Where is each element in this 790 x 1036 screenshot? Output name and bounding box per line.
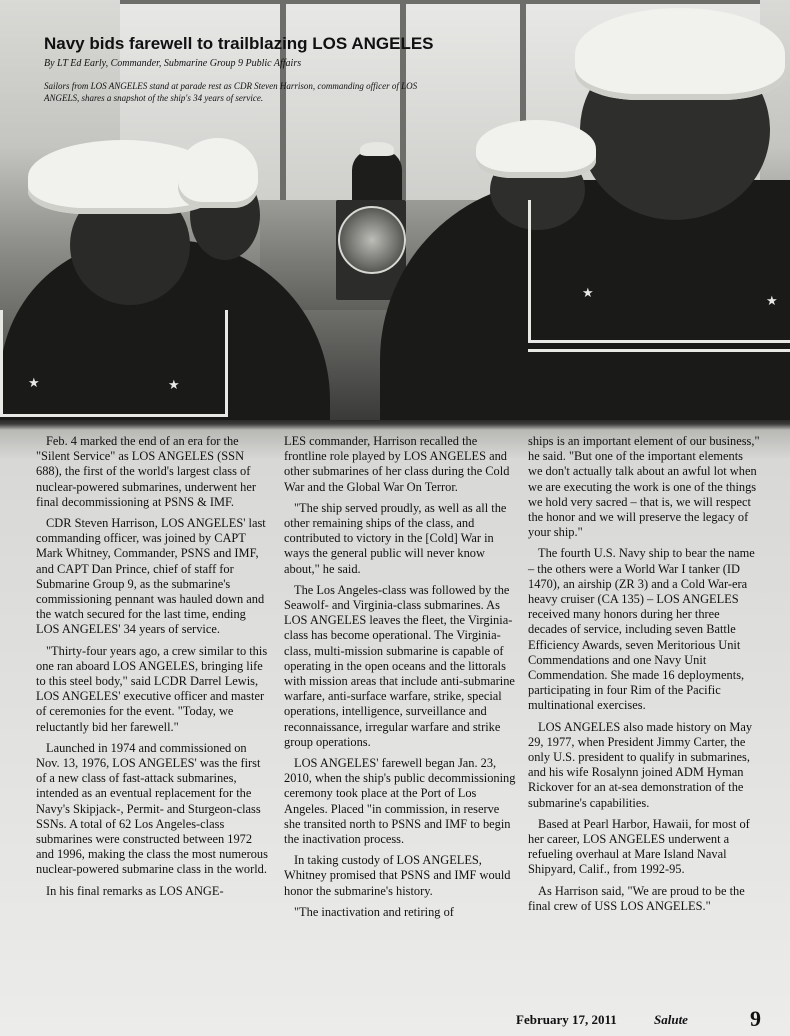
paragraph: CDR Steven Harrison, LOS ANGELES' last commanding officer, was joined by CAPT Mark Whitney, Commander, PSNS and IMF, and CAPT Dan Prince, chief of staff for Submarine Group 9, as the submarine's commissioning pennant was hauled down and the watch secured for the last time, ending LOS ANGELES' 34 years of service. [36,516,266,637]
podium-seal [338,206,406,274]
paragraph: "The inactivation and retiring of [294,904,454,919]
collar-star-icon: ★ [766,294,778,309]
paragraph: Feb. 4 marked the end of an era for the "Silent Service" as LOS ANGELES (SSN 688), the first of the world's largest class of nuclear-powered submarines, underwent her final decommissioning at PSNS & IMF. [36,434,256,509]
paragraph: The fourth U.S. Navy ship to bear the name – the others were a World War I tanker (ID 1470), an airship (ZR 3) and a Cold War-era heavy cruiser (CA 135) – LOS ANGELES received many honors during her three decades of service, including seven Battle Efficiency Awards, seven Meritorious Unit Commendations and one Navy Unit Commendation. She made 16 deployments, participating in four Rim of the Pacific multinational exercises. [528,546,755,713]
byline: By LT Ed Early, Commander, Submarine Group 9 Public Affairs [44,58,302,69]
sailor-collar [528,200,790,343]
collar-star-icon: ★ [168,378,180,393]
officer-cap [360,142,394,156]
sailor-cap [178,138,258,208]
paragraph: Launched in 1974 and commissioned on Nov. 13, 1976, LOS ANGELES' was the first of a new class of fast-attack submarines, intended as an eventual replacement for the Navy's Skipjack-, Permit- and Sturgeon-class SSNs. A total of 62 Los Angeles-class submarines were constructed between 1972 and 1996, making the class the most numerous nuclear-powered submarine class in the world. [36,740,268,877]
paragraph: LOS ANGELES also made history on May 29, 1977, when President Jimmy Carter, the only U.S. president to qualify in submarines, and his wife Rosalynn joined ADM Hyman Rickover for an at-sea demonstration of the submarine's capabilities. [528,719,753,810]
publication-name: Salute [654,1012,688,1027]
article-column-3 [528,434,760,920]
article-photo [0,0,790,420]
paragraph: In his final remarks as LOS ANGE- [46,883,224,898]
page-footer [516,1008,776,1034]
article-column-2 [284,434,516,926]
issue-date: February 17, 2011 [516,1012,617,1027]
paragraph: LOS ANGELES' farewell began Jan. 23, 2010, when the ship's public decommissioning ceremony took place at the Port of Los Angeles. Placed "in commission, in reserve she transited north to PSNS and IMF to begin the inactivation process. [284,756,516,847]
paragraph: The Los Angeles-class was followed by the Seawolf- and Virginia-class submarines. As LOS ANGELES leaves the fleet, the Virginia-class has become operational. The Virginia-class, multi-mission submarine is capable of operating in the open oceans and the littorals with mission areas that include anti-submarine warfare, anti-surface warfare, strike, special operations, intelligence, surveillance and reconnaissance, irregular warfare and strike group operations. [284,582,515,749]
collar-star-icon: ★ [582,286,594,301]
canopy-beam [280,0,286,210]
collar-star-icon: ★ [28,376,40,391]
paragraph: As Harrison said, "We are proud to be the final crew of USS LOS ANGELES." [528,883,745,913]
photo-caption: Sailors from LOS ANGELES stand at parade rest as CDR Steven Harrison, commanding officer of LOS ANGELS, shares a snapshot of the ship's 34 years of service. [44,81,418,103]
paragraph: ships is an important element of our business," he said. "But one of the important elements we don't actually talk about an awful lot when we are executing the work is one of the things we hold very sacred – that is, we will respect the honor and we will preserve the legacy of your ship." [528,434,760,540]
headline: Navy bids farewell to trailblazing LOS ANGELES [44,34,434,53]
paragraph: Based at Pearl Harbor, Hawaii, for most of her career, LOS ANGELES underwent a refueling overhaul at Mare Island Naval Shipyard, Calif., from 1992-95. [528,816,750,877]
paragraph: In taking custody of LOS ANGELES, Whitney promised that PSNS and IMF would honor the submarine's history. [284,853,511,898]
article-column-1 [36,434,268,905]
canopy-beam [120,0,760,4]
paragraph: "The ship served proudly, as well as all the other remaining ships of the class, and contributed to victory in the [Cold] War in ways the general public will never know about," he said. [284,500,507,576]
sailor-cap [476,120,596,178]
paragraph: "Thirty-four years ago, a crew similar to this one ran aboard LOS ANGELES, bringing life to this steel body," said LCDR Darrel Lewis, LOS ANGELES' executive officer and master of ceremonies for the event. "Today, we reluctantly bid her farewell." [36,643,268,734]
sailor-collar [0,310,228,417]
sailor-cap [575,8,785,100]
paragraph: LES commander, Harrison recalled the frontline role played by LOS ANGELES and other submarines of her class during the Cold War and the Global War On Terror. [284,434,510,494]
page-number: 9 [750,1006,761,1031]
